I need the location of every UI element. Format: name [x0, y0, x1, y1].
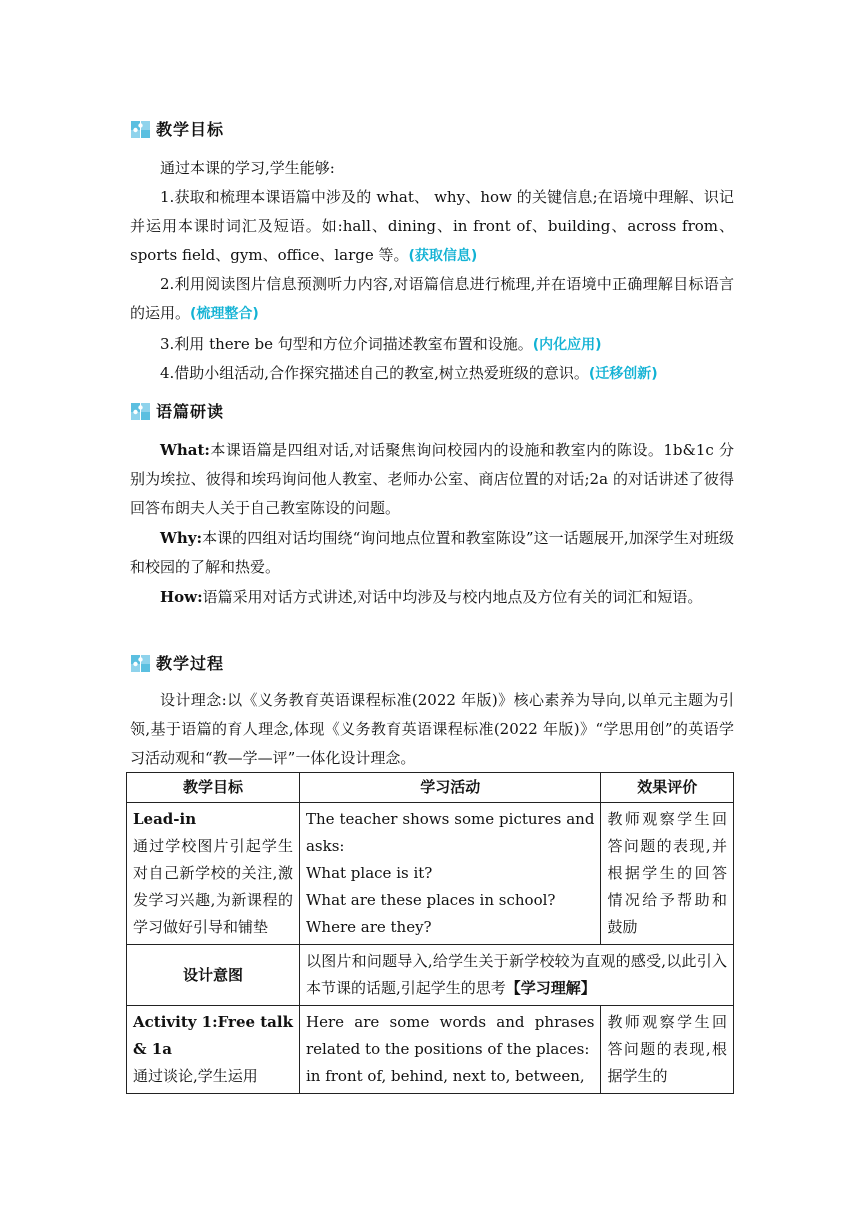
intent-text-cell: [299, 945, 733, 1006]
row-evaluation-cell: 教师观察学生回答问题的表现,并根据学生的回答情况给予帮助和鼓励: [601, 803, 734, 945]
section-title: 教学过程: [156, 653, 225, 673]
table-header-row: [127, 773, 734, 803]
table-row: [127, 1006, 734, 1094]
header-goal: 教学目标: [127, 773, 300, 803]
activity-question: Where are they?: [305, 918, 432, 936]
row-goal-cell: [127, 803, 300, 945]
goal-item-2: [130, 270, 734, 329]
intent-tag: 【学习理解】: [505, 979, 596, 997]
reading-what: [130, 436, 734, 523]
goal-text: 通过学校图片引起学生对自己新学校的关注,激发学习兴趣,为新课程的学习做好引导和铺垫: [133, 837, 293, 936]
why-text: 本课的四组对话均围绕“询问地点位置和教室陈设”这一话题展开,加深学生对班级和校园的了解和热爱。: [130, 529, 734, 576]
puzzle-icon: [130, 117, 152, 139]
reading-why: [130, 524, 734, 582]
activity-title: Activity 1:Free talk & 1a: [133, 1013, 293, 1058]
what-label: What:: [160, 441, 210, 459]
activity-line: Here are some words and phrases related to the positions of the places:: [305, 1013, 595, 1058]
lesson-table: [126, 772, 734, 1094]
why-label: Why:: [160, 529, 203, 547]
section-heading-process: [130, 648, 224, 676]
row-evaluation-cell: 教师观察学生回答问题的表现,根据学生的: [601, 1006, 734, 1094]
how-label: How:: [160, 588, 203, 606]
goal-item-text: 3.利用 there be 句型和方位介词描述教室布置和设施。: [160, 335, 533, 353]
how-text: 语篇采用对话方式讲述,对话中均涉及与校内地点及方位有关的词汇和短语。: [202, 588, 703, 606]
goal-tag: (获取信息): [408, 248, 478, 264]
goals-intro: 通过本课的学习,学生能够:: [160, 159, 335, 177]
reading-how: [130, 583, 734, 612]
activity-question: What are these places in school?: [305, 891, 556, 909]
goal-item-text: 4.借助小组活动,合作探究描述自己的教室,树立热爱班级的意识。: [160, 364, 589, 382]
header-evaluation: 效果评价: [601, 773, 734, 803]
goal-item-text: 1.获取和梳理本课语篇中涉及的 what、 why、how 的关键信息;在语境中理解、识记并运用本课时词汇及短语。如:hall、dining、in front of、building、across from、sports field、gym、office、large 等。: [130, 188, 734, 264]
section-heading-goals: [130, 114, 224, 142]
activity-title: Lead-in: [133, 810, 197, 828]
header-activity: 学习活动: [299, 773, 600, 803]
what-text: 本课语篇是四组对话,对话聚焦询问校园内的设施和教室内的陈设。1b&1c 分别为埃拉、彼得和埃玛询问他人教室、老师办公室、商店位置的对话;2a 的对话讲述了彼得回答布朗夫人关于自己教室陈设的问题。: [130, 441, 734, 517]
section-title: 教学目标: [156, 119, 225, 139]
row-activity-cell: [299, 1006, 600, 1094]
row-activity-cell: [299, 803, 600, 945]
intent-text: 以图片和问题导入,给学生关于新学校较为直观的感受,以此引入本节课的话题,引起学生的思考: [305, 952, 727, 997]
goal-tag: (梳理整合): [190, 306, 259, 322]
goal-item-4: [130, 359, 734, 389]
table-row: [127, 803, 734, 945]
goal-tag: (内化应用): [532, 337, 602, 353]
goal-item-text: 2.利用阅读图片信息预测听力内容,对语篇信息进行梳理,并在语境中正确理解目标语言的运用。: [130, 275, 734, 322]
section-heading-reading: [130, 396, 224, 424]
row-goal-cell: [127, 1006, 300, 1094]
activity-question: What place is it?: [305, 864, 433, 882]
table-row-intent: [127, 945, 734, 1006]
goal-item-1: [130, 183, 734, 271]
goal-tag: (迁移创新): [588, 366, 658, 382]
section-title: 语篇研读: [156, 401, 225, 421]
goal-item-3: [130, 330, 734, 360]
puzzle-icon: [130, 651, 152, 673]
intent-label: 设计意图: [127, 945, 300, 1006]
process-intro: 设计理念:以《义务教育英语课程标准(2022 年版)》核心素养为导向,以单元主题为引领,基于语篇的育人理念,体现《义务教育英语课程标准(2022 年版)》“学思用创”的英语学习活动观和“教—学—评”一体化设计理念。: [130, 691, 734, 767]
activity-line: in front of, behind, next to, between,: [305, 1067, 585, 1085]
puzzle-icon: [130, 399, 152, 421]
goal-text: 通过谈论,学生运用: [133, 1067, 258, 1085]
activity-intro: The teacher shows some pictures and asks:: [305, 810, 595, 855]
